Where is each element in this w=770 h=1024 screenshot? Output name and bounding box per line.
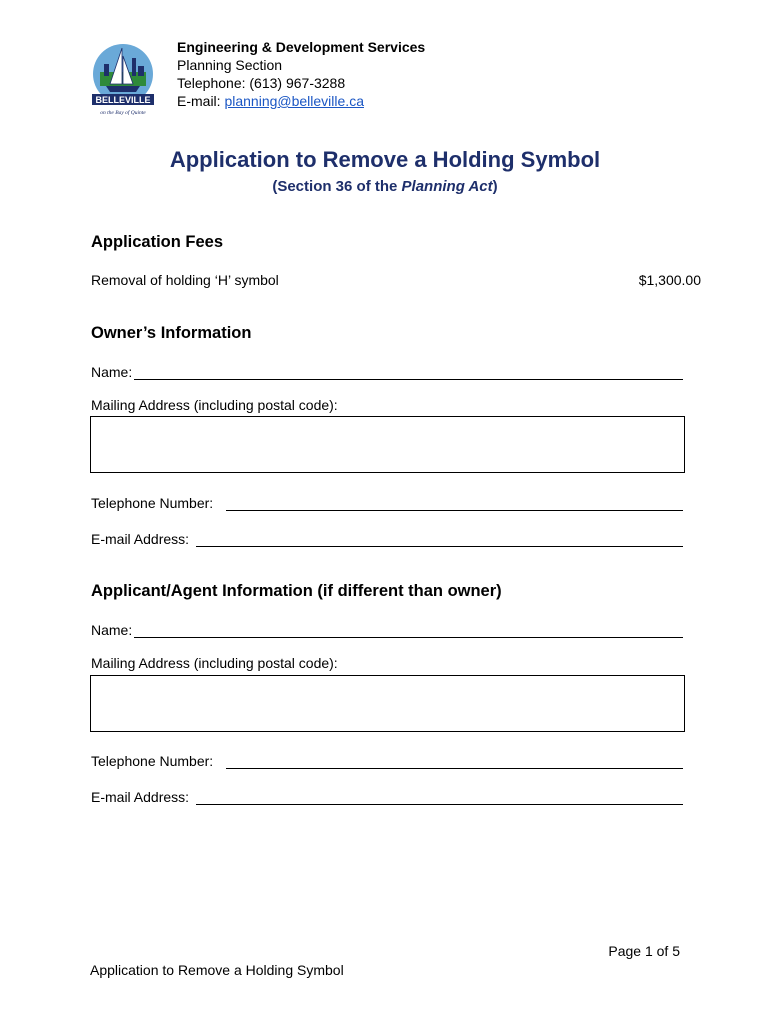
- email-link[interactable]: planning@belleville.ca: [224, 93, 364, 109]
- page-title: Application to Remove a Holding Symbol: [169, 147, 601, 172]
- agent-phone-label: Telephone Number:: [91, 753, 214, 769]
- department-name: Engineering & Development Services: [177, 39, 426, 55]
- owner-name-label: Name:: [91, 364, 133, 380]
- logo-tagline: on the Bay of Quinte: [100, 110, 146, 116]
- subtitle-open: (Section 36 of the: [272, 178, 402, 195]
- agent-name-field[interactable]: [134, 637, 683, 638]
- email-line: [177, 92, 364, 110]
- email-prefix: E-mail:: [177, 93, 225, 109]
- owner-email-label: E-mail Address:: [91, 531, 190, 547]
- agent-address-field[interactable]: [90, 675, 685, 732]
- owner-address-field[interactable]: [90, 416, 685, 473]
- owner-phone-label: Telephone Number:: [91, 495, 214, 511]
- section-name: Planning Section: [177, 57, 283, 73]
- telephone-text: Telephone: (613) 967-3288: [177, 75, 346, 91]
- fee-amount: $1,300.00: [638, 272, 701, 288]
- owner-address-label: Mailing Address (including postal code):: [91, 397, 338, 413]
- agent-address-label: Mailing Address (including postal code):: [91, 655, 338, 671]
- agent-email-field[interactable]: [196, 804, 683, 805]
- owner-heading: Owner’s Information: [91, 324, 252, 342]
- logo-wordmark: BELLEVILLE: [95, 95, 151, 105]
- fee-item-label: Removal of holding ‘H’ symbol: [91, 272, 279, 288]
- fees-heading: Application Fees: [91, 233, 224, 251]
- owner-email-field[interactable]: [196, 546, 683, 547]
- page-subtitle: [0, 178, 770, 195]
- agent-email-label: E-mail Address:: [91, 789, 190, 805]
- footer-title: Application to Remove a Holding Symbol: [90, 962, 344, 978]
- subtitle-act: Planning Act: [401, 178, 493, 195]
- page-number: Page 1 of 5: [608, 943, 680, 959]
- agent-phone-field[interactable]: [226, 768, 683, 769]
- agent-heading: Applicant/Agent Information (if different than owner): [91, 582, 502, 600]
- agent-name-label: Name:: [91, 622, 133, 638]
- subtitle-close: ): [492, 178, 498, 195]
- owner-phone-field[interactable]: [226, 510, 683, 511]
- owner-name-field[interactable]: [134, 379, 683, 380]
- belleville-logo: [88, 42, 158, 118]
